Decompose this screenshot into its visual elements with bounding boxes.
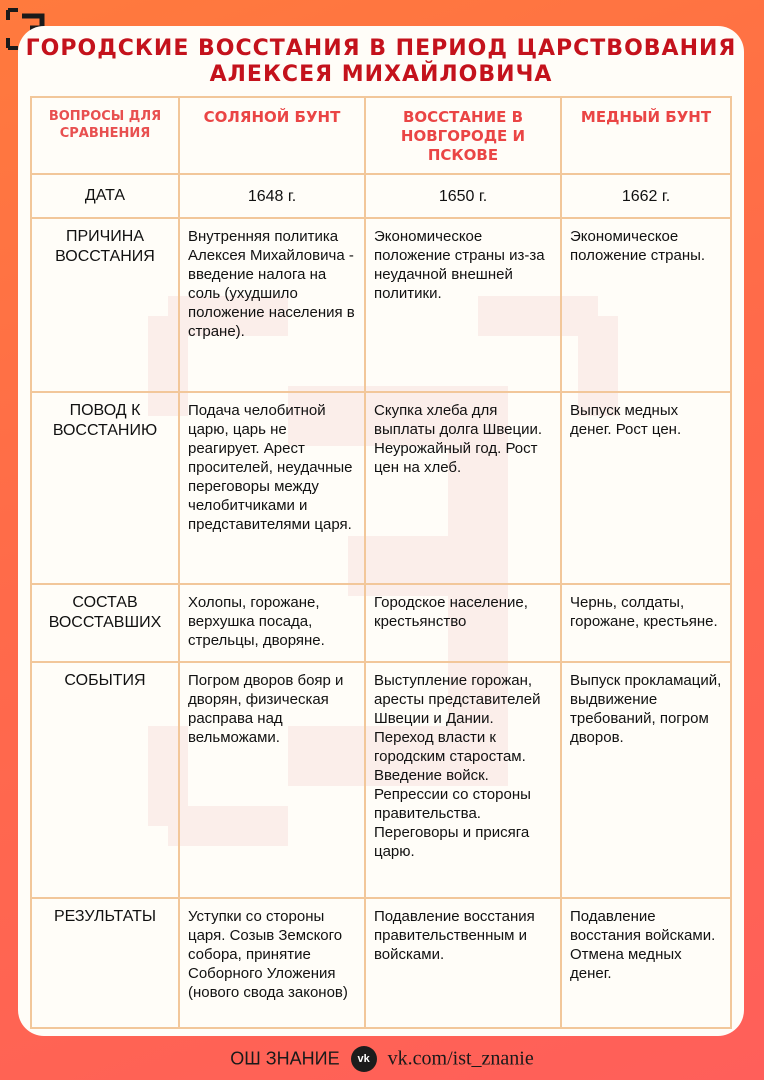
header-novgorod-pskov: ВОССТАНИЕ В НОВГОРОДЕ И ПСКОВЕ — [365, 97, 561, 174]
footer — [0, 1046, 764, 1072]
table-cell: Экономическое положение страны. — [561, 218, 731, 392]
table-header-row — [31, 97, 731, 174]
row-label: СОСТАВ ВОССТАВШИХ — [31, 584, 179, 662]
header-copper-riot: МЕДНЫЙ БУНТ — [561, 97, 731, 174]
table-cell: Уступки со стороны царя. Созыв Земского собора, принятие Соборного Уложения (нового свода законов) — [179, 898, 365, 1028]
table-cell: Экономическое положение страны из-за неудачной внешней политики. — [365, 218, 561, 392]
table-cell: Подавление восстания правительственным и войсками. — [365, 898, 561, 1028]
table-cell: Чернь, солдаты, горожане, крестьяне. — [561, 584, 731, 662]
table-cell: Погром дворов бояр и дворян, физическая расправа над вельможами. — [179, 662, 365, 898]
title-line-2: АЛЕКСЕЯ МИХАЙЛОВИЧА — [209, 62, 553, 87]
table-cell: Внутренняя политика Алексея Михайловича - введение налога на соль (ухудшило положение населения в стране). — [179, 218, 365, 392]
row-label: ПРИЧИНА ВОССТАНИЯ — [31, 218, 179, 392]
footer-link[interactable]: vk.com/ist_znanie — [387, 1047, 534, 1070]
page-title — [18, 36, 744, 88]
table-cell: Подавление восстания войсками. Отмена медных денег. — [561, 898, 731, 1028]
table-row — [31, 662, 731, 898]
vk-icon[interactable]: vk — [351, 1046, 377, 1072]
row-label: ДАТА — [31, 174, 179, 218]
row-label: ПОВОД К ВОССТАНИЮ — [31, 392, 179, 584]
row-label: СОБЫТИЯ — [31, 662, 179, 898]
row-label: РЕЗУЛЬТАТЫ — [31, 898, 179, 1028]
table-cell: 1650 г. — [365, 174, 561, 218]
table-row — [31, 392, 731, 584]
table-cell: Холопы, горожане, верхушка посада, стрельцы, дворяне. — [179, 584, 365, 662]
comparison-table — [30, 96, 732, 1029]
table-row — [31, 898, 731, 1028]
table-cell: Городское население, крестьянство — [365, 584, 561, 662]
table-cell: Выпуск медных денег. Рост цен. — [561, 392, 731, 584]
footer-brand: ОШ ЗНАНИЕ — [230, 1048, 340, 1069]
header-questions: ВОПРОСЫ ДЛЯ СРАВНЕНИЯ — [31, 97, 179, 174]
table-cell: Выступление горожан, аресты представителей Швеции и Дании. Переход власти к городским старостам. Введение войск. Репрессии со стороны правительства. Переговоры и присяга царю. — [365, 662, 561, 898]
table-cell: Скупка хлеба для выплаты долга Швеции. Неурожайный год. Рост цен на хлеб. — [365, 392, 561, 584]
table-row — [31, 174, 731, 218]
table-row — [31, 584, 731, 662]
table-cell: 1662 г. — [561, 174, 731, 218]
title-line-1: ГОРОДСКИЕ ВОССТАНИЯ В ПЕРИОД ЦАРСТВОВАНИЯ — [25, 36, 737, 61]
table-cell: 1648 г. — [179, 174, 365, 218]
content-card — [18, 26, 744, 1036]
header-salt-riot: СОЛЯНОЙ БУНТ — [179, 97, 365, 174]
table-row — [31, 218, 731, 392]
table-cell: Выпуск прокламаций, выдвижение требований, погром дворов. — [561, 662, 731, 898]
table-cell: Подача челобитной царю, царь не реагирует. Арест просителей, неудачные переговоры между челобитчиками и представителями царя. — [179, 392, 365, 584]
